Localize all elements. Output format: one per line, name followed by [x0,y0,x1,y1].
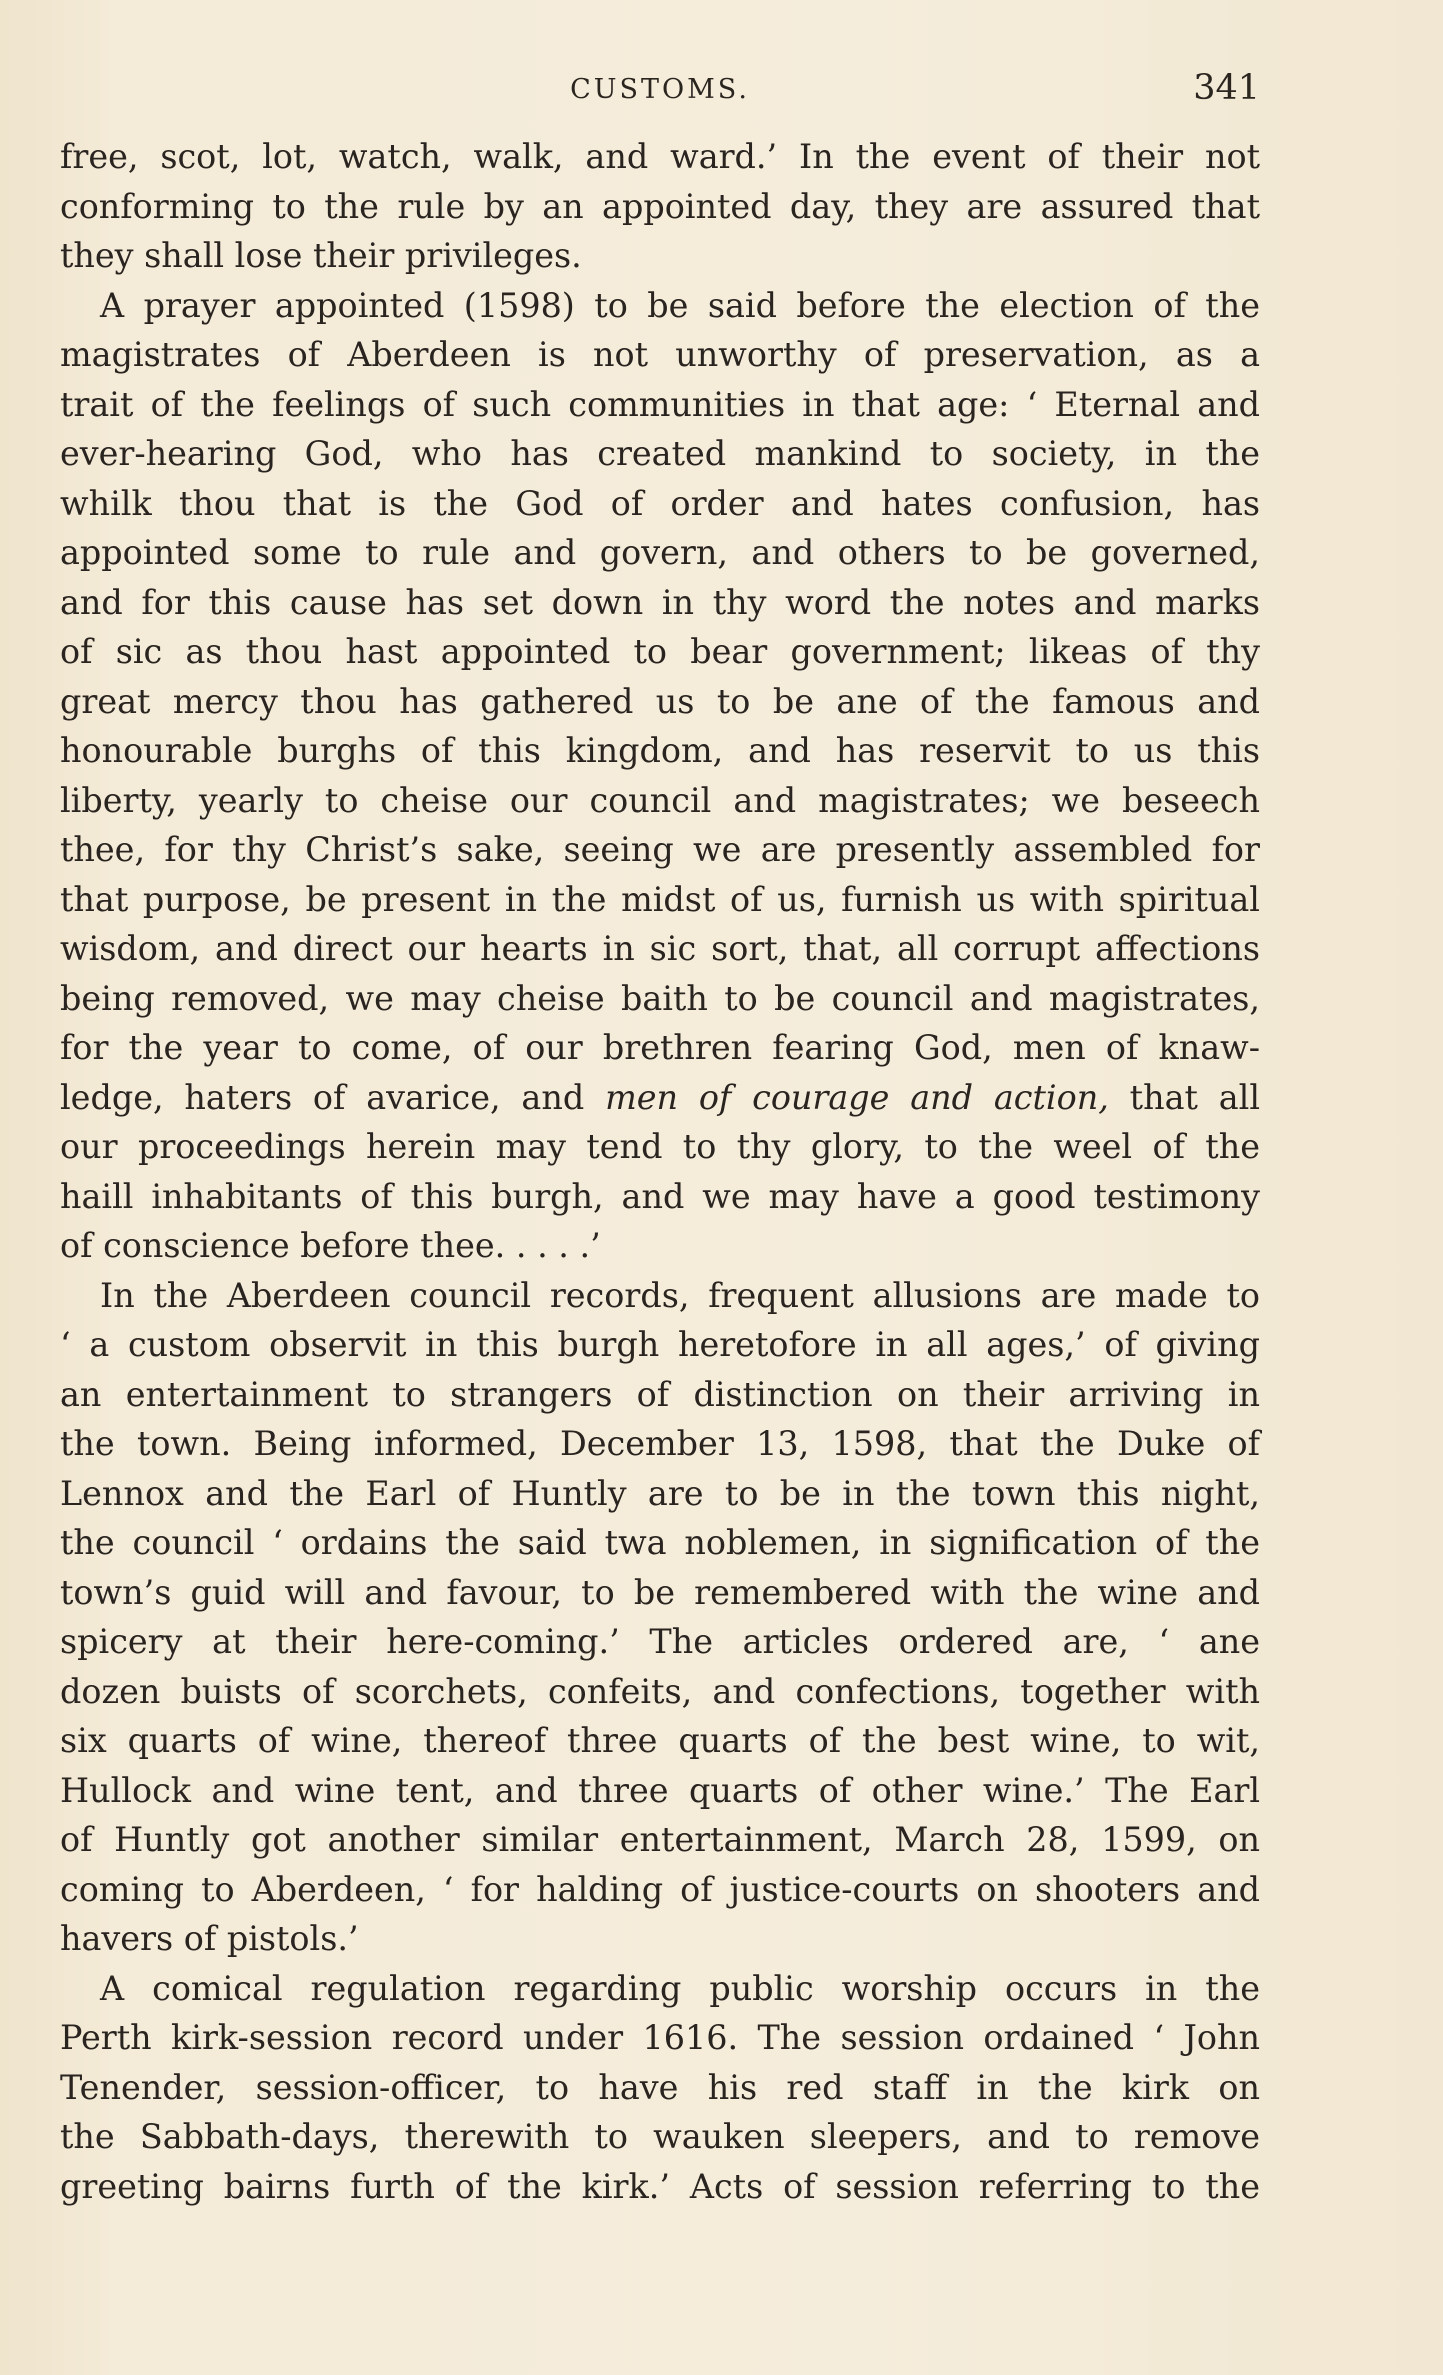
text-line: for the year to come, of our brethren fearing God, men of knaw- [60,1028,1260,1067]
text-line: greeting bairns furth of the kirk.’ Acts of session referring to the [60,2166,1260,2206]
text-line: ‘ a custom observit in this burgh heretofore in all ages,’ of giving [60,1325,1260,1364]
text-line: whilk thou that is the God of order and hates confusion, has [60,483,1260,523]
text-line: our proceedings herein may tend to thy glory, to the weel of the [60,1127,1260,1166]
text-line: great mercy thou has gathered us to be ane of the famous and [60,681,1260,721]
text-line: they shall lose their privileges. [60,236,582,275]
text-line: town’s guid will and favour, to be remembered with the wine and [60,1572,1260,1612]
text-line: magistrates of Aberdeen is not unworthy of preservation, as a [60,335,1260,374]
text-line: ever-hearing God, who has created mankind to society, in the [60,434,1260,473]
text-segment: ledge, haters of avarice, and [60,1077,606,1117]
text-line: coming to Aberdeen, ‘ for halding of justice-courts on shooters and [60,1869,1260,1909]
text-line: of Huntly got another similar entertainment, March 28, 1599, on [60,1820,1260,1859]
text-line: appointed some to rule and govern, and others to be governed, [60,533,1260,572]
running-title: CUSTOMS. [570,74,750,105]
text-line: Lennox and the Earl of Huntly are to be in the town this night, [60,1473,1260,1513]
text-line: free, scot, lot, watch, walk, and ward.’ In the event of their not [60,137,1260,176]
text-line: of conscience before thee. . . . .’ [60,1226,601,1265]
text-line: thee, for thy Christ’s sake, seeing we are presently assembled for [60,830,1260,869]
paragraph-start-line: In the Aberdeen council records, frequent allusions are made to [100,1275,1260,1315]
paragraph-start-line: A prayer appointed (1598) to be said before the election of the [100,285,1260,325]
text-line: six quarts of wine, thereof three quarts of the best wine, to wit, [60,1721,1260,1760]
text-line: spicery at their here-coming.’ The articles ordered are, ‘ ane [60,1622,1260,1661]
text-line: the council ‘ ordains the said twa noblemen, in signification of the [60,1523,1260,1562]
text-line: havers of pistols.’ [60,1919,359,1958]
paragraph-start-line: A comical regulation regarding public worship occurs in the [100,1968,1260,2008]
text-line: the Sabbath-days, therewith to wauken sleepers, and to remove [60,2117,1260,2156]
text-line: and for this cause has set down in thy word the notes and marks [60,582,1260,622]
text-segment: that all [1108,1077,1260,1117]
text-line: Perth kirk-session record under 1616. The session ordained ‘ John [60,2018,1260,2057]
text-line: that purpose, be present in the midst of us, furnish us with spiritual [60,879,1260,919]
text-line: haill inhabitants of this burgh, and we may have a good testimony [60,1176,1260,1216]
text-line: liberty, yearly to cheise our council and magistrates; we beseech [60,780,1260,820]
text-line: Tenender, session-officer, to have his red staff in the kirk on [60,2067,1260,2107]
text-line: the town. Being informed, December 13, 1598, that the Duke of [60,1424,1260,1463]
text-line: of sic as thou hast appointed to bear government; likeas of thy [60,632,1260,671]
text-line: trait of the feelings of such communities in that age: ‘ Eternal and [60,384,1260,424]
page-header [60,68,1260,128]
italic-phrase: men of courage and action, [605,1077,1109,1117]
text-line: dozen buists of scorchets, confeits, and confections, together with [60,1671,1260,1711]
text-line: honourable burghs of this kingdom, and has reservit to us this [60,731,1260,770]
text-line: being removed, we may cheise baith to be council and magistrates, [60,978,1260,1018]
body-text [60,132,1260,2211]
text-line: wisdom, and direct our hearts in sic sort, that, all corrupt affections [60,929,1260,968]
text-line: an entertainment to strangers of distinction on their arriving in [60,1374,1260,1414]
page-number: 341 [1193,68,1260,108]
text-line: conforming to the rule by an appointed day, they are assured that [60,186,1260,226]
text-line: Hullock and wine tent, and three quarts of other wine.’ The Earl [60,1770,1260,1810]
text-line-with-italic [60,1073,1260,1123]
